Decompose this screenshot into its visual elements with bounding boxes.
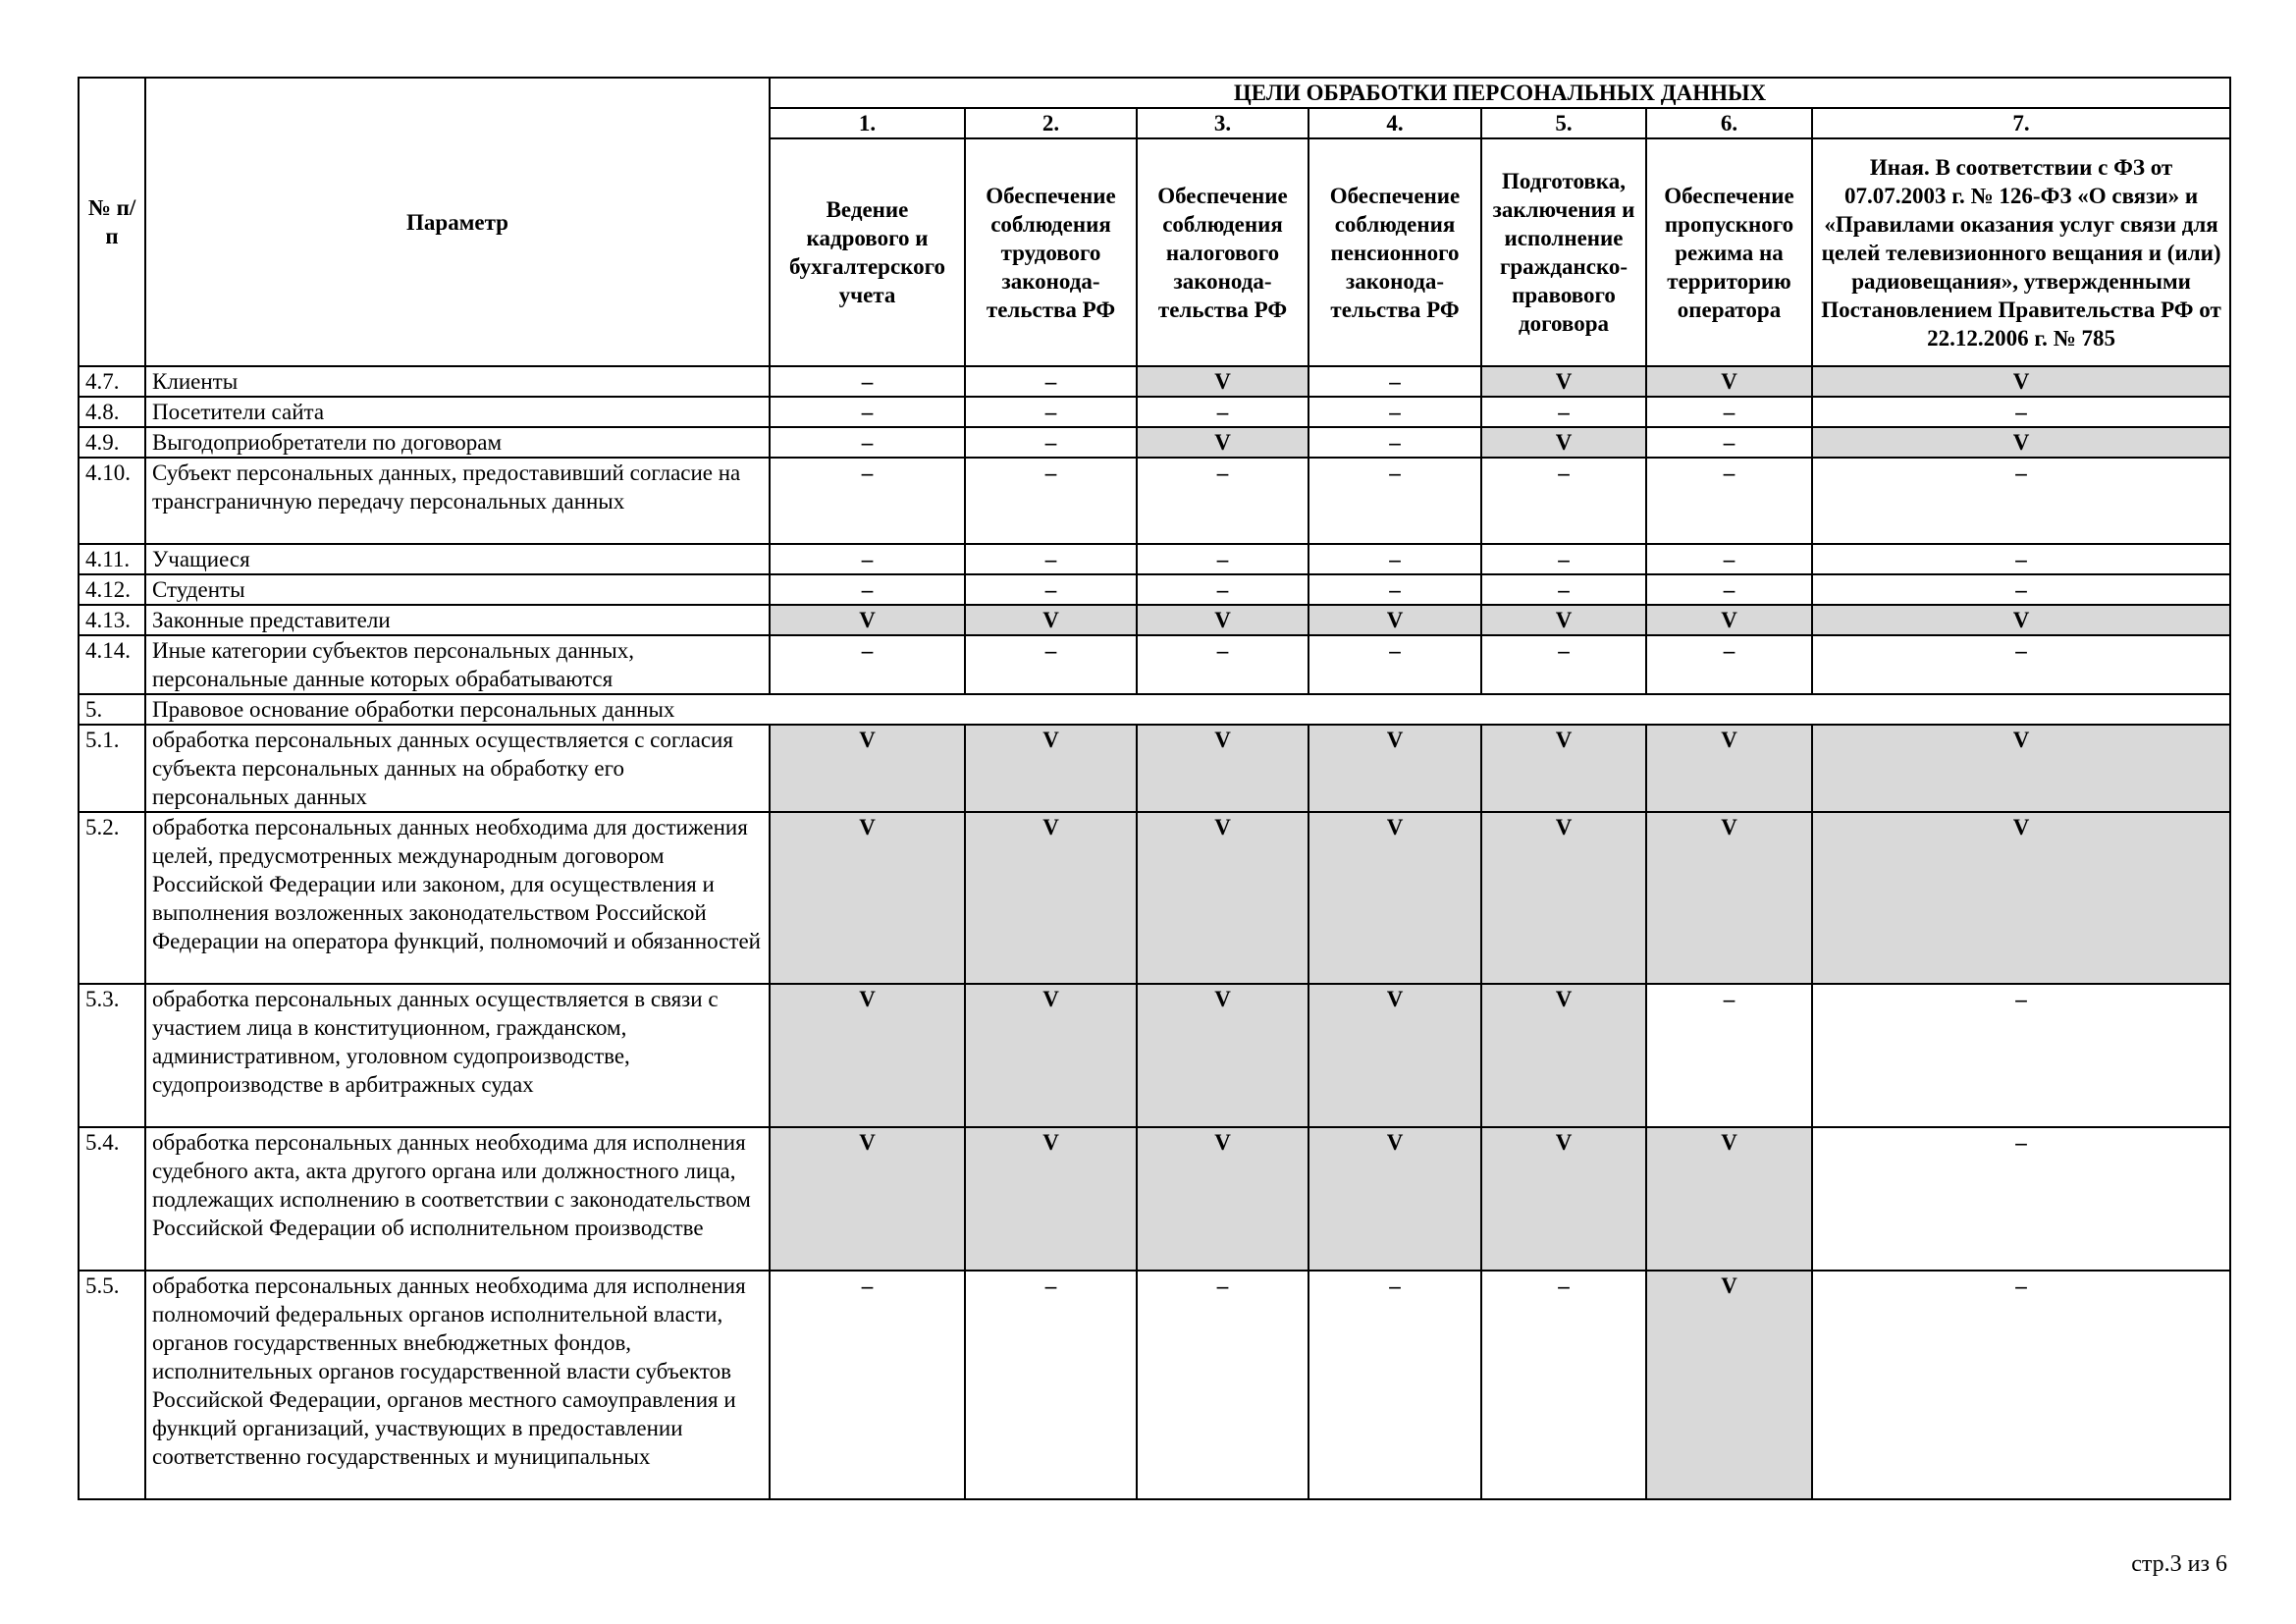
row-parameter: Иные категории субъектов персональных данных, персональные данные которых обрабатываются	[145, 635, 770, 694]
goal-mark: –	[1646, 458, 1812, 544]
goal-name: Обеспечение соблюдения пенсионного законода-тельства РФ	[1308, 138, 1481, 366]
row-number: 4.10.	[79, 458, 145, 544]
goal-number: 3.	[1137, 108, 1308, 138]
row-parameter: Студенты	[145, 574, 770, 605]
goal-mark: –	[1646, 427, 1812, 458]
goal-mark: V	[770, 1127, 965, 1271]
goal-mark: V	[965, 605, 1137, 635]
goal-mark: V	[1308, 812, 1481, 984]
goal-mark: V	[1308, 725, 1481, 812]
goals-title: ЦЕЛИ ОБРАБОТКИ ПЕРСОНАЛЬНЫХ ДАННЫХ	[770, 78, 2230, 108]
goal-mark: –	[1646, 544, 1812, 574]
goal-name: Ведение кадрового и бухгалтерского учета	[770, 138, 965, 366]
goal-mark: V	[1812, 366, 2230, 397]
goal-mark: –	[1137, 397, 1308, 427]
goal-mark: –	[1812, 574, 2230, 605]
goal-mark: V	[1646, 1271, 1812, 1499]
goal-mark: –	[770, 366, 965, 397]
goal-mark: V	[1308, 984, 1481, 1127]
row-number: 5.	[79, 694, 145, 725]
goal-mark: –	[770, 458, 965, 544]
goal-mark: V	[770, 984, 965, 1127]
goal-mark: V	[1137, 1127, 1308, 1271]
goal-mark: –	[770, 397, 965, 427]
goal-mark: V	[1137, 605, 1308, 635]
purposes-table	[78, 77, 2231, 1500]
goal-mark: –	[1308, 397, 1481, 427]
goal-mark: –	[770, 544, 965, 574]
goal-mark: –	[965, 1271, 1137, 1499]
goal-mark: V	[1137, 427, 1308, 458]
goal-number: 7.	[1812, 108, 2230, 138]
row-parameter: Законные представители	[145, 605, 770, 635]
goal-mark: –	[1137, 1271, 1308, 1499]
row-number: 4.8.	[79, 397, 145, 427]
row-number: 5.3.	[79, 984, 145, 1127]
goal-mark: –	[1481, 1271, 1646, 1499]
goal-mark: V	[1308, 1127, 1481, 1271]
goal-mark: –	[965, 458, 1137, 544]
table-row	[79, 725, 2230, 812]
row-parameter: Клиенты	[145, 366, 770, 397]
goal-mark: –	[1308, 574, 1481, 605]
goal-mark: V	[1137, 366, 1308, 397]
goal-mark: V	[770, 725, 965, 812]
goal-name: Обеспечение соблюдения трудового законода-тельства РФ	[965, 138, 1137, 366]
goal-mark: –	[1308, 1271, 1481, 1499]
goal-mark: V	[1481, 812, 1646, 984]
goal-number: 1.	[770, 108, 965, 138]
table-row	[79, 1127, 2230, 1271]
goal-mark: –	[1812, 1271, 2230, 1499]
goal-mark: –	[1812, 984, 2230, 1127]
goal-mark: –	[1812, 544, 2230, 574]
goal-mark: V	[1812, 605, 2230, 635]
row-parameter: обработка персональных данных необходима для достижения целей, предусмотренных международным договором Российской Федерации или законом, для осуществления и выполнения возложенных законодательством Российской Федерации на оператора функций, полномочий и обязанностей	[145, 812, 770, 984]
goal-mark: –	[770, 635, 965, 694]
goal-mark: –	[965, 397, 1137, 427]
row-parameter: Учащиеся	[145, 544, 770, 574]
row-number: 5.5.	[79, 1271, 145, 1499]
goal-mark: –	[1481, 574, 1646, 605]
goal-mark: V	[1481, 1127, 1646, 1271]
goal-mark: –	[1646, 984, 1812, 1127]
goal-mark: –	[1646, 397, 1812, 427]
goal-mark: V	[965, 812, 1137, 984]
goal-mark: V	[1137, 812, 1308, 984]
table-body	[79, 366, 2230, 1499]
goal-mark: –	[770, 427, 965, 458]
goal-mark: –	[1308, 427, 1481, 458]
table-row	[79, 574, 2230, 605]
goal-mark: V	[1481, 725, 1646, 812]
goal-mark: V	[1646, 366, 1812, 397]
goal-mark: –	[1812, 458, 2230, 544]
goal-mark: –	[1812, 1127, 2230, 1271]
row-number: 5.2.	[79, 812, 145, 984]
goal-name: Обеспечение соблюдения налогового законода-тельства РФ	[1137, 138, 1308, 366]
goal-number: 4.	[1308, 108, 1481, 138]
goal-mark: –	[1481, 635, 1646, 694]
goal-name: Подготовка, заключения и исполнение гражданско-правового договора	[1481, 138, 1646, 366]
goal-mark: V	[965, 725, 1137, 812]
goal-mark: –	[1137, 574, 1308, 605]
goal-mark: V	[1137, 725, 1308, 812]
goal-mark: –	[965, 427, 1137, 458]
table-header	[79, 78, 2230, 366]
goal-mark: –	[1481, 397, 1646, 427]
row-parameter: обработка персональных данных необходима для исполнения судебного акта, акта другого органа или должностного лица, подлежащих исполнению в соответствии с законодательством Российской Федерации об исполнительном производстве	[145, 1127, 770, 1271]
goal-mark: –	[1308, 544, 1481, 574]
goal-mark: V	[1481, 366, 1646, 397]
goal-mark: V	[1137, 984, 1308, 1127]
page-number: стр.3 из 6	[2131, 1551, 2227, 1577]
table-row	[79, 427, 2230, 458]
table-row	[79, 605, 2230, 635]
goal-mark: V	[1812, 812, 2230, 984]
goal-mark: V	[1308, 605, 1481, 635]
table-row	[79, 1271, 2230, 1499]
section-row	[79, 694, 2230, 725]
row-number: 5.1.	[79, 725, 145, 812]
goal-number: 5.	[1481, 108, 1646, 138]
row-parameter: обработка персональных данных необходима для исполнения полномочий федеральных органов исполнительной власти, органов государственных внебюджетных фондов, исполнительных органов государственной власти субъектов Российской Федерации, органов местного самоуправления и функций организаций, участвующих в предоставлении соответственно государственных и муниципальных	[145, 1271, 770, 1499]
goal-mark: –	[1308, 458, 1481, 544]
goal-mark: –	[965, 574, 1137, 605]
table-row	[79, 812, 2230, 984]
goal-mark: –	[1308, 635, 1481, 694]
goal-mark: –	[1137, 458, 1308, 544]
row-number: 4.14.	[79, 635, 145, 694]
row-parameter: Выгодоприобретатели по договорам	[145, 427, 770, 458]
row-parameter: Посетители сайта	[145, 397, 770, 427]
goal-mark: –	[770, 1271, 965, 1499]
table-row	[79, 458, 2230, 544]
goal-mark: V	[965, 1127, 1137, 1271]
row-number: 4.11.	[79, 544, 145, 574]
goal-mark: V	[1481, 427, 1646, 458]
goal-mark: –	[1137, 544, 1308, 574]
row-number: 4.7.	[79, 366, 145, 397]
row-number: 4.9.	[79, 427, 145, 458]
row-parameter: Субъект персональных данных, предоставивший согласие на трансграничную передачу персональных данных	[145, 458, 770, 544]
goal-mark: –	[770, 574, 965, 605]
goal-mark: V	[1646, 812, 1812, 984]
table-row	[79, 635, 2230, 694]
num-header: № п/п	[79, 78, 145, 366]
goal-mark: –	[965, 544, 1137, 574]
goal-mark: –	[1481, 544, 1646, 574]
table-row	[79, 366, 2230, 397]
param-header: Параметр	[145, 78, 770, 366]
table-row	[79, 984, 2230, 1127]
goal-mark: V	[1646, 1127, 1812, 1271]
goal-mark: –	[965, 366, 1137, 397]
goal-mark: –	[1812, 635, 2230, 694]
goal-mark: –	[1812, 397, 2230, 427]
row-number: 5.4.	[79, 1127, 145, 1271]
goal-mark: V	[1646, 605, 1812, 635]
goal-mark: V	[1812, 427, 2230, 458]
goal-mark: V	[1481, 605, 1646, 635]
table-row	[79, 397, 2230, 427]
goal-mark: –	[1481, 458, 1646, 544]
section-title: Правовое основание обработки персональных данных	[145, 694, 2230, 725]
row-number: 4.13.	[79, 605, 145, 635]
goal-mark: –	[1137, 635, 1308, 694]
goal-mark: V	[965, 984, 1137, 1127]
table-row	[79, 544, 2230, 574]
goal-mark: V	[1481, 984, 1646, 1127]
row-parameter: обработка персональных данных осуществляется в связи с участием лица в конституционном, гражданском, административном, уголовном судопроизводстве, судопроизводстве в арбитражных судах	[145, 984, 770, 1127]
row-number: 4.12.	[79, 574, 145, 605]
goal-mark: –	[1308, 366, 1481, 397]
goal-mark: –	[1646, 574, 1812, 605]
goal-number: 2.	[965, 108, 1137, 138]
goal-mark: V	[1812, 725, 2230, 812]
goal-number: 6.	[1646, 108, 1812, 138]
goal-name: Обеспечение пропускного режима на территорию оператора	[1646, 138, 1812, 366]
goal-mark: V	[770, 812, 965, 984]
row-parameter: обработка персональных данных осуществляется с согласия субъекта персональных данных на обработку его персональных данных	[145, 725, 770, 812]
goal-mark: V	[1646, 725, 1812, 812]
goal-name: Иная. В соответствии с ФЗ от 07.07.2003 г. № 126-ФЗ «О связи» и «Правилами оказания услуг связи для целей телевизионного вещания и (или) радиовещания», утвержденными Постановлением Правительства РФ от 22.12.2006 г. № 785	[1812, 138, 2230, 366]
goal-mark: –	[1646, 635, 1812, 694]
goal-mark: V	[770, 605, 965, 635]
goal-mark: –	[965, 635, 1137, 694]
